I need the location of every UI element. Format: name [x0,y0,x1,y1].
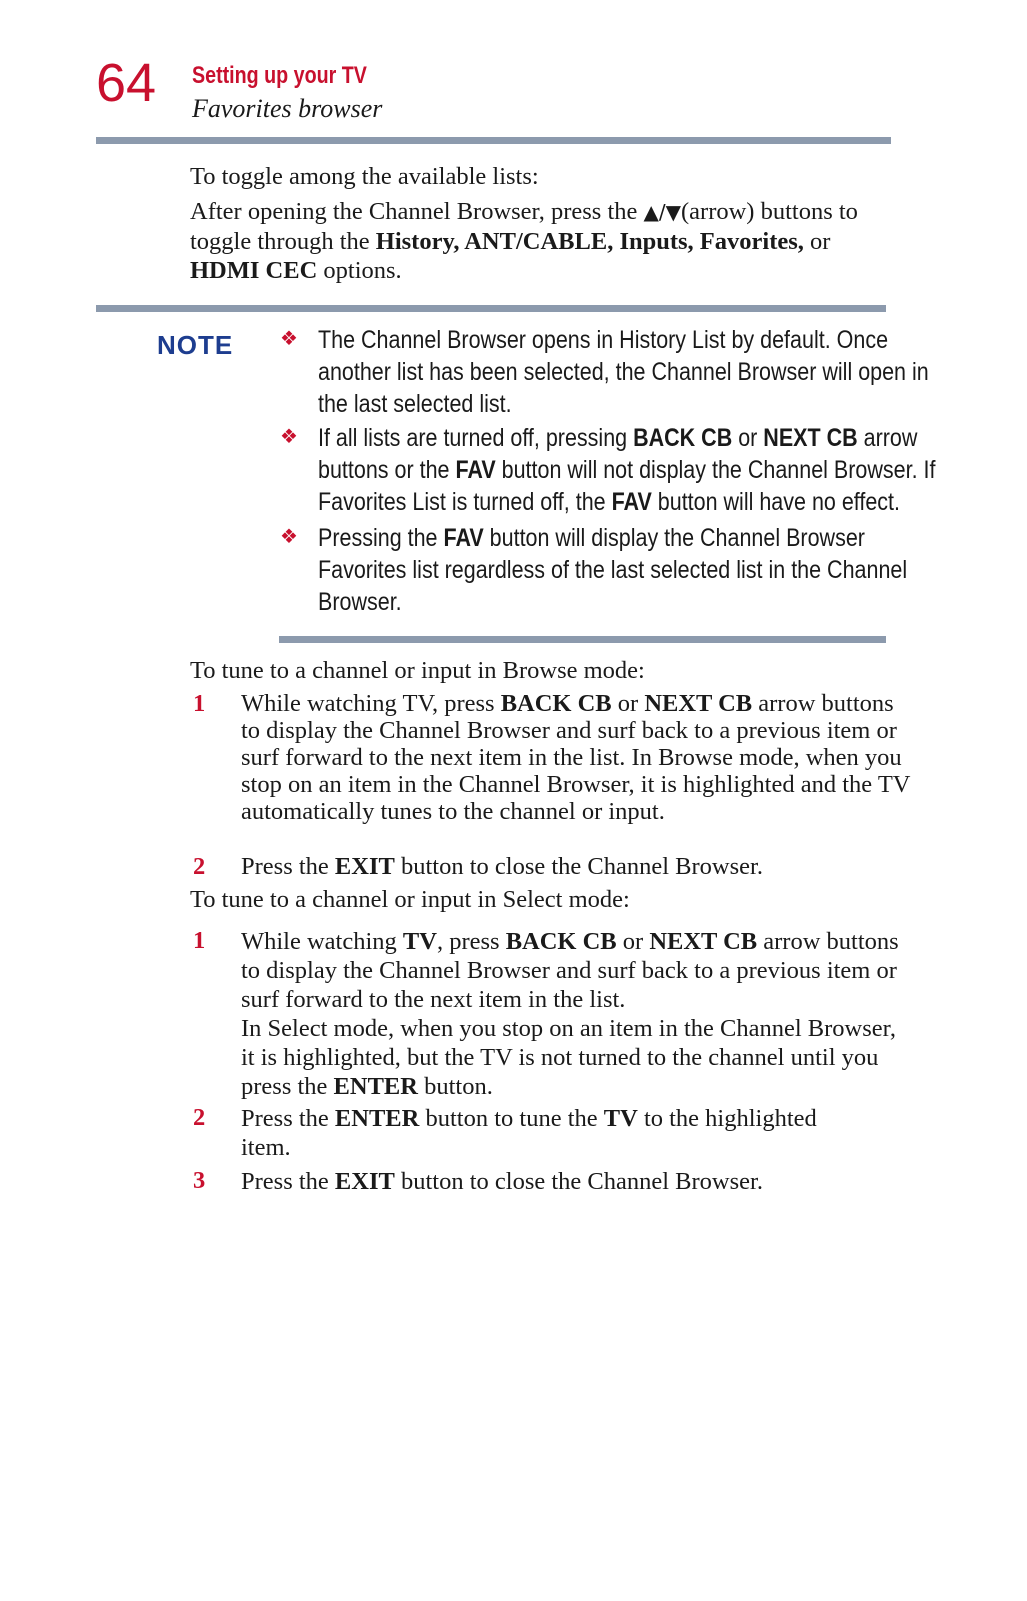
bold-text: NEXT CB [644,690,753,717]
text: to the highlighted item. [241,1105,817,1161]
text: or [611,690,645,717]
bold-text: FAV [611,488,652,516]
note-label: NOTE [157,330,234,360]
text: Press the [241,1168,335,1195]
text: arrow buttons or the [318,424,918,484]
step-text [241,853,913,880]
bold-text: BACK CB [633,424,733,452]
toggle-paragraph [190,197,890,285]
text: Press the [241,853,335,880]
bold-text: BACK CB [505,928,617,955]
text: or [616,928,650,955]
text: , press [436,928,506,955]
bullet-diamond-icon: ❖ [280,424,298,448]
toggle-text-c: or [803,228,831,255]
bullet-diamond-icon: ❖ [280,524,298,548]
step-text [241,690,913,825]
step-text [241,1167,913,1196]
select-intro: To tune to a channel or input in Select mode: [190,886,630,913]
bold-text: NEXT CB [649,928,758,955]
text: Press the [241,1105,335,1132]
step-number: 2 [193,853,206,880]
note-item-text [318,422,937,518]
text: While watching TV, press [241,690,501,717]
list-names: History, ANT/CABLE, Inputs, Favorites, [375,228,804,255]
list-item [193,1167,913,1196]
bold-text: ENTER [334,1105,420,1132]
bold-text: FAV [443,524,484,552]
note-item-text: The Channel Browser opens in History List by default. Once another list has been selected, the Channel Browser will open in the last selected list. [318,326,929,418]
note-bottom-rule [279,636,886,643]
list-item [193,690,913,825]
page-number: 64 [96,53,157,113]
text: button to close the Channel Browser. [394,853,763,880]
arrow-icons: ▲/▼ [643,200,682,224]
text: While watching [241,928,403,955]
text: button. [417,1073,493,1100]
text: If all lists are turned off, pressing [318,424,634,452]
section-title: Favorites browser [192,94,383,123]
bold-text: EXIT [334,853,395,880]
bold-text: ENTER [333,1073,418,1100]
list-item [193,927,913,1101]
bold-text: NEXT CB [763,424,858,452]
step-number: 3 [193,1167,206,1194]
bold-text: BACK CB [500,690,612,717]
text: button to close the Channel Browser. [394,1168,763,1195]
toggle-text-a: After opening the Channel Browser, press the [190,198,644,225]
note-item [280,522,930,618]
note-item-text [318,522,937,618]
note-item [280,422,936,518]
browse-intro: To tune to a channel or input in Browse mode: [190,657,645,684]
text: button will not display the Channel Browser. If Favorites List is turned off, the [318,456,936,516]
bullet-diamond-icon: ❖ [280,326,298,350]
step-number: 2 [193,1104,206,1131]
bold-text: FAV [455,456,496,484]
text: arrow buttons to display the Channel Browser and surf back to a previous item or surf forward to the next item in the list. In Browse mode, when you stop on an item in the Channel Browser, it is highlighted and the TV automatically tunes to the channel or input. [241,690,911,825]
text: button to tune the [419,1105,604,1132]
bold-text: TV [603,1105,638,1132]
bold-text: TV [402,928,437,955]
note-top-rule [96,305,886,312]
bold-text: EXIT [334,1168,395,1195]
text: or [732,424,764,452]
note-item [280,324,930,420]
header-rule [96,137,891,144]
chapter-title: Setting up your TV [192,62,367,89]
text: Pressing the [318,524,444,552]
hdmi-cec: HDMI CEC [190,257,318,284]
toggle-intro: To toggle among the available lists: [190,163,539,190]
text: button will have no effect. [651,488,901,516]
toggle-text-b: (arrow) buttons to toggle through the [190,198,858,255]
step-text [241,927,913,1101]
toggle-text-d: options. [317,257,402,284]
text: In Select mode, when you stop on an item in the Channel Browser, it is highlighted, but the TV is not turned to the channel until you press the [241,1015,896,1100]
step-number: 1 [193,927,206,954]
step-number: 1 [193,690,206,717]
text: button will display the Channel Browser Favorites list regardless of the last selected list in the Channel Browser. [318,524,908,616]
step-text [241,1104,861,1162]
list-item [193,853,913,880]
text: arrow buttons to display the Channel Browser and surf back to a previous item or surf forward to the next item in the list. [241,928,899,1013]
list-item [193,1104,913,1162]
